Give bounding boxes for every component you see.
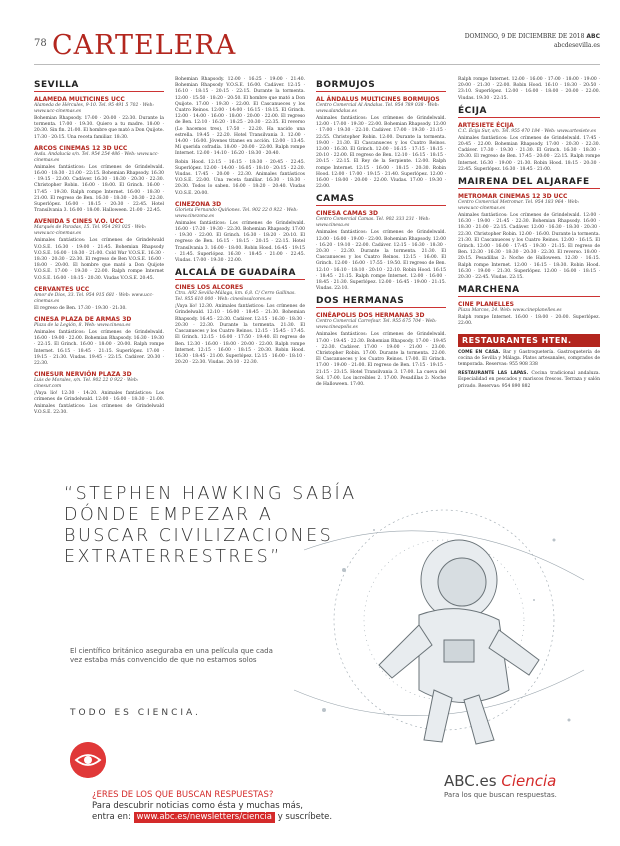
cinema-name: CINE PLANELLES (458, 301, 514, 309)
listing-column-4 (458, 76, 600, 480)
ad-question: ¿ERES DE LOS QUE BUSCAN RESPUESTAS? (92, 790, 274, 800)
ad-headline: “STEPHEN HAWKING SABÍA DÓNDE EMPEZAR A BUSCAR CIVILIZACIONES EXTRATERRESTRES” (64, 484, 357, 567)
cinema-name: ARCOS CINEMAS 12 3D UCC (34, 144, 128, 152)
restaurant-entry (458, 371, 600, 390)
restaurant-name: RESTAURANTE LAS LAPAS. (458, 371, 529, 377)
city-heading: MARCHENA (458, 285, 600, 297)
listing-column-2 (175, 76, 305, 480)
showtimes-text: Animales fantásticos: Los crímenes de Grindelwald. 17:00 · 19:45 · 22:30. Bohemian Rhapsody. 17:00 · 19:45 · 22:30. Cadáver. 17:00 · 19:00 · 21:00 · 23:00. Christopher Robin. 17:00. Durante la tormenta. 22:00. El Cascanueces y los Cuatro Reinos. 17:00. El Grinch. 17:00 · 19:00 · 21:00. El regreso de Ben. 17:15 · 19:15 · 21:15 · 23:15. Hotel Transilvania 3. 17:00. La cueva del Sol. 17:00. Los increíbles 2. 17:00. Pesadillas 2: Noche de Halloween. 17:00. (316, 332, 446, 388)
showtimes-text: Animales fantásticos: Los crímenes de Grindelwald. 16:00 · 17:20 · 19:30 · 22:30. Bohemian Rhapsody. 17:00 · 19:30 · 22:00. El Grinch. 16:30 · 18:20 · 20:10. El regreso de Ben. 16:15 · 18:15 · 20:15 · 22:15. Hotel Transilvania 3. 16:00 · 18:00. Robin Hood. 16:45 · 19:15 · 21:45. Superlópez. 16:30 · 18:45 · 21:00 · 22:45. Viudas. 17:00 · 19:30 · 22:00. (175, 220, 305, 264)
listing-column-1 (34, 76, 164, 480)
advertisement (34, 480, 600, 822)
cinema-address: Ctra. A92 Sevilla-Málaga, km. 6,8. C/ Cerro Gallinas. Tel. 955 610 000 · Web: cineslosalcores.es (175, 291, 296, 303)
city-heading: ÉCIJA (458, 106, 600, 118)
showtimes-text: ¡Vaya lío! 12:30 · 14:20. Animales fantásticos: Los crímenes de Grindelwald. 12:00 · 16:00 · 18:30 · 21:00. Animales fantásticos: Los crímenes de Grindelwald V.O.S.E. 22:30. (34, 391, 164, 415)
abc-ciencia-logo (444, 772, 556, 790)
section-title: CARTELERA (52, 30, 237, 61)
cinema-address: Centro Comercial Camas. Tel. 902 333 231 · Web: www.cinesa.es (316, 217, 430, 229)
cinema-address: Alameda de Hércules, 9-10. Tel. 95 491 5 702 · Web: www.ucc-cinemas.es (34, 103, 154, 114)
ad-invite (92, 812, 422, 823)
astronaut-illustration-icon (284, 490, 594, 760)
showtimes-text: Bohemian Rhapsody. 17:00 · 20:00 · 22:30. Durante la tormenta. 17:00 · 19:30. Quiero a tu madre. 18:00 · 20:30. Sin fin. 21:00. El hombre que mató a Don Quijote. 17:30 · 20:15. Una receta familiar. 18:30. (34, 116, 164, 140)
listing-column-3 (316, 76, 446, 480)
ad-slogan: Para los que buscan respuestas. (444, 791, 557, 799)
logo-accent: Ciencia (501, 772, 557, 790)
issue-date: DOMINGO, 9 DE DICIEMBRE DE 2018 (464, 33, 585, 40)
showtimes-text: Animales fantásticos: Los crímenes de Grindelwald. 12:00 · 17:00 · 19:30 · 22:00. Bohemian Rhapsody. 12:00 · 17:00 · 19:30 · 22:10. Cadáver. 17:00 · 19:30 · 21:15 · 22:55. Christopher Robin. 12:00. Durante la tormenta. 19:00 · 21:30. El Cascanueces y los Cuatro Reinos. 12:00 · 16:30. El Grinch. 12:00 · 16:15 · 17:15 · 18:15 · 20:10 · 22:00. El regreso de Ben. 12:10 · 16:15 · 18:15 · 20:15 · 22:15. El Rey de la Serpiente. 12:00. Ralph rompe Internet. 12:15 · 16:00 · 18:15 · 20:30. Robin Hood. 12:00 · 17:00 · 19:15 · 21:40. Superlópez. 12:00 · 16:00 · 18:00 · 20:00 · 22:00. Viudas. 17:00 · 19:30 · 22:00. (316, 116, 446, 190)
page-number: 78 (34, 38, 47, 49)
cinema-address: Plaza de la Legión, 8. Web: www.cinesa.es (34, 323, 131, 329)
cinema-name: CINESA PLAZA DE ARMAS 3D (34, 316, 132, 324)
cinema-name: CINESA CAMAS 3D (316, 210, 379, 218)
city-heading: MAIRENA DEL ALJARAFE (458, 177, 600, 189)
cinema-address: Centro Comercial Metromar. Tel. 954 183 964 · Web: www.ucc-cinemas.es (458, 200, 580, 212)
site-link[interactable]: abcdesevilla.es (553, 42, 600, 49)
logo-main: ABC.es (444, 772, 497, 790)
page-header (34, 30, 600, 65)
restaurant-entry (458, 350, 600, 369)
showtimes-text: ¡Vaya lío! 12:30. Animales fantásticos: Los crímenes de Grindelwald. 12:10 · 16:00 · 18:45 · 21:30. Bohemian Rhapsody. 16:45 · 22:30. Cadáver. 12:15 · 16:30 · 18:30 · 20:30 · 22:30. Durante la tormenta. 21:30. El Cascanueces y los Cuatro Reinos. 12:15 · 15:45 · 17:45. El Grinch. 12:15 · 16:00 · 17:50 · 19:40. El regreso de Ben. 12:30 · 16:00 · 18:00 · 20:00 · 22:00. Ralph rompe Internet. 12:15 · 16:00 · 18:15 · 20:30. Robin Hood. 16:30 · 18:45 · 21:00. Superlópez. 12:15 · 16:00 · 18:10 · 20:20 · 22:30. Viudas. 20:10 · 22:30. (175, 304, 305, 366)
cinema-name: CINÉAPOLIS DOS HERMANAS 3D (316, 312, 425, 320)
showtimes-text: El regreso de Ben. 17:30 · 19:30 · 21:30. (34, 305, 127, 311)
newsletter-link[interactable]: www.abc.es/newsletters/ciencia (134, 812, 275, 823)
city-heading: SEVILLA (34, 80, 164, 92)
cinema-address: Luis de Morales, s/n. Tel. 902 22 0 922 · Web: cinesur.com (34, 378, 139, 390)
restaurant-name: COME EN CASA. (458, 349, 501, 355)
cinema-address: C.C. Écija Sur, s/n. Tel. 955 470 184 · Web: www.artesiete.es (458, 128, 597, 134)
showtimes-text: Animales fantásticos: Los crímenes de Grindelwald. 12:00 · 16:30 · 19:00 · 21:45 · 22:30. Bohemian Rhapsody. 16:00 · 18:30 · 21:00 · 22:15. Cadáver. 12:00 · 16:30 · 18:30 · 20:30 · 22:30. Christopher Robin. 12:00 · 16:00. Durante la tormenta. 21:30. El Cascanueces y los Cuatro Reinos. 12:00 · 16:15. El Grinch. 12:00 · 16:00 · 17:45 · 19:30 · 21:15. El regreso de Ben. 12:30 · 16:30 · 18:30 · 20:30 · 22:30. El reverso. 18:00 · 20:15. Pesadillas 2: Noche de Halloween. 12:30 · 16:15. Ralph rompe Internet. 12:00 · 16:15 · 18:30. Robin Hood. 16:30 · 19:00 · 21:30. Superlópez. 12:00 · 16:00 · 18:15 · 20:30 · 22:45. Viudas. 22:15. (458, 213, 600, 281)
eye-icon (70, 742, 106, 778)
showtimes-text: Animales fantásticos: Los crímenes de Grindelwald. 16:00 · 19:00 · 22:00. Bohemian Rhapsody. 16:30 · 19:30 · 22:15. El Grinch. 16:00 · 18:00 · 20:00. Ralph rompe Internet. 16:15 · 18:45 · 21:15. Superlópez. 17:00 · 19:15 · 21:30. Viudas. 19:45 · 22:15. Cadáver. 20:30 · 22:30. (34, 330, 164, 367)
ad-invite-suffix: y suscríbete. (277, 812, 333, 822)
city-heading: DOS HERMANAS (316, 296, 446, 308)
ad-invite-prefix: entra en: (92, 812, 131, 822)
cinema-name: CINEZONA 3D (175, 200, 222, 208)
cinema-name: ARTESIETE ÉCIJA (458, 121, 514, 129)
ad-body-text: El científico británico aseguraba en una película que cada vez estaba más convencido de que no estamos solos (70, 647, 273, 664)
ad-invite-line: Para descubrir noticias como ésta y muchas más, (92, 801, 303, 811)
city-heading: CAMAS (316, 194, 446, 206)
cinema-name: AL ÁNDALUS MULTICINES BORMUJOS (316, 96, 440, 103)
cinema-name: AVENIDA 5 CINES V.O. UCC (34, 218, 124, 226)
restaurants-heading: RESTAURANTES HTEN. (458, 334, 600, 347)
cinema-address: Centro Comercial Carrefour. Tel. 955 675 704 · Web: www.cineapolis.es (316, 319, 437, 331)
cinema-name: ALAMEDA MULTICINES UCC (34, 96, 125, 103)
showtimes-text: Animales fantásticos: Los crímenes de Grindelwald. 17:45 · 20:45 · 22:00. Bohemian Rhapsody. 17:00 · 20:30 · 22:30. Cadáver. 17:30 · 19:30 · 21:30. El Grinch. 16:30 · 18:30 · 20:30. El regreso de Ben. 17:45 · 20:00 · 22:15. Ralph rompe Internet. 16:30 · 19:00 · 21:30. Robin Hood. 18:15 · 20:30 · 22:45. Superlópez. 16:30 · 18:45 · 21:00. (458, 135, 600, 172)
cinema-name: CINESUR NERVIÓN PLAZA 3D (34, 371, 132, 379)
ad-call-to-action (92, 790, 422, 823)
restaurant-description: Bar y Gastroquetería. Gastroquetería de cocina de Sevilla y Málaga. Platos artesanales, comprados de temporada. Reservas: 955 908 338 (458, 349, 600, 368)
cinema-address: Glorieta Fernando Quiñones. Tel. 902 22 0 922 · Web: www.cinezona.es (175, 207, 298, 219)
cinema-name: CINES LOS ALCORES (175, 284, 244, 292)
showtimes-text: Ralph rompe Internet. 12:00 · 16:00 · 17:00 · 18:00 · 19:00 · 20:00 · 21:30 · 22:00. Robin Hood. 16:10 · 18:30 · 20:50 · 23:10. Superlópez. 12:00 · 16:00 · 18:00 · 20:00 · 22:00. Viudas. 19:30 · 22:15. (458, 77, 600, 101)
showtimes-text: Animales fantásticos: Los crímenes de Grindelwald V.O.S.E. 16:30 · 19:00 · 21:45. Bohemian Rhapsody V.O.S.E. 16:00 · 18:30 · 21:00. Cold War V.O.S.E. 16:30 · 18:30 · 20:30 · 22:30. El regreso de Ben V.O.S.E. 16:00 · 18:00 · 20:00. El hombre que mató a Don Quijote V.O.S.E. 17:00 · 19:30 · 22:00. Ralph rompe Internet V.O.S.E. 16:00 · 18:15 · 20:30. Viudas V.O.S.E. 20:45. (34, 238, 164, 281)
showtimes-text: Animales fantásticos: Los crímenes de Grindelwald. 12:00 · 16:00 · 19:00 · 22:00. Bohemian Rhapsody. 12:00 · 16:20 · 19:10 · 22:00. Cadáver. 12:15 · 16:30 · 18:30 · 20:30 · 22:30. Durante la tormenta. 21:30. El Cascanueces y los Cuatro Reinos. 12:15 · 16:00. El Grinch. 12:00 · 16:00 · 17:55 · 19:50. El regreso de Ben. 12:10 · 16:10 · 18:10 · 20:10 · 22:10. Robin Hood. 16:15 · 18:45 · 21:15. Ralph rompe Internet. 12:00 · 16:00 · 18:45 · 21:30. Superlópez. 12:00 · 16:45 · 19:00 · 21:15. Viudas. 22:10. (316, 230, 446, 292)
cinema-address: Amor de Dios, 33. Tel. 954 915 681 · Web: www.ucc-cinemas.es (34, 292, 154, 304)
listings (34, 76, 600, 480)
brand-mark: ABC (586, 33, 600, 40)
showtimes-text: Robin Hood. 12:15 · 16:15 · 18:30 · 20:45 · 22:45. Superlópez. 12:00 · 14:00 · 16:05 · 18:10 · 20:15 · 22:20. Viudas. 17:45 · 20:00 · 22:30. Animales fantásticos V.O.S.E. 22:00. Una receta familiar. 16:30 · 18:30 · 20:30. Todos lo saben. 16:00 · 18:20 · 20:40. Viudas V.O.S.E. 20:00. (175, 159, 305, 196)
showtimes-text: Ralph rompe Internet. 16:00 · 18:00 · 20:00. Superlópez. 22:00. (458, 315, 600, 327)
city-heading: ALCALÁ DE GUADAÍRA (175, 268, 305, 280)
cinema-name: CERVANTES UCC (34, 285, 90, 293)
showtimes-text: Bohemian Rhapsody. 12:00 · 16:25 · 19:00 · 21:40. Bohemian Rhapsody V.O.S.E. 16:00. Cadáver. 12:15 · 16:10 · 18:15 · 20:15 · 22:15. Durante la tormenta. 12:00 · 15:50 · 18:20 · 20:50. El hombre que mató a Don Quijote. 17:00 · 19:30 · 22:00. El Cascanueces y los Cuatro Reinos. 12:00 · 14:00 · 16:15 · 18:15. El Grinch. 12:00 · 14:00 · 16:00 · 18:00 · 20:00 · 22:00. El regreso de Ben. 12:10 · 16:20 · 18:25 · 20:30 · 22:35. El reverso (Lo hacemos tres). 17:50 · 22:20. Ha nacido una estrella. 19:45 · 22:20. Hotel Transilvania 3. 12:00 · 14:00 · 16:00. Jóvenes titanes en acción. 12:00 · 13:45. Mi querida cofradía. 18:00 · 20:00 · 22:00. Ralph rompe Internet. 12:00 · 14:10 · 16:20 · 18:30 · 20:40. (175, 77, 305, 157)
city-heading: BORMUJOS (316, 80, 446, 92)
restaurant-description: Cocina tradicional andaluza. Especialidad en pescados y mariscos frescos. Terraza y salón privado. Reservas: 954 890 882 (458, 371, 600, 389)
cinema-address: Marqués de Paradas, 15. Tel. 954 293 025 · Web: www.ucc-cinemas.es (34, 225, 147, 237)
dateline (465, 32, 600, 50)
cinema-name: METROMAR CINEMAS 12 3D UCC (458, 193, 568, 201)
ad-tagline: TODO ES CIENCIA. (70, 708, 201, 718)
cinema-address: Avda. Andalucía s/n. Tel. 954 254 486 · Web: www.ucc-cinemas.es (34, 151, 159, 163)
cinema-address: Centro Comercial Al Ándalus. Tel. 954 789 038 · Web: www.alandalus.es (316, 103, 440, 114)
cinema-address: Plaza Marcos, 24. Web: www.cineplanelles.es (458, 308, 562, 314)
showtimes-text: Animales fantásticos: Los crímenes de Grindelwald. 16:00 · 18:30 · 21:00 · 22:15. Bohemian Rhapsody. 16:30 · 19:15 · 22:00. Cadáver. 16:30 · 18:30 · 20:30 · 22:30. Christopher Robin. 16:00 · 18:00. El Grinch. 16:00 · 17:45 · 19:30. Ralph rompe Internet. 16:00 · 18:30 · 21:00. El regreso de Ben. 16:30 · 18:30 · 20:30 · 22:30. Superlópez. 16:00 · 18:15 · 20:30 · 22:45. Hotel Transilvania 3. 16:00 · 18:00. Halloween. 21:00 · 22:45. (34, 164, 164, 214)
